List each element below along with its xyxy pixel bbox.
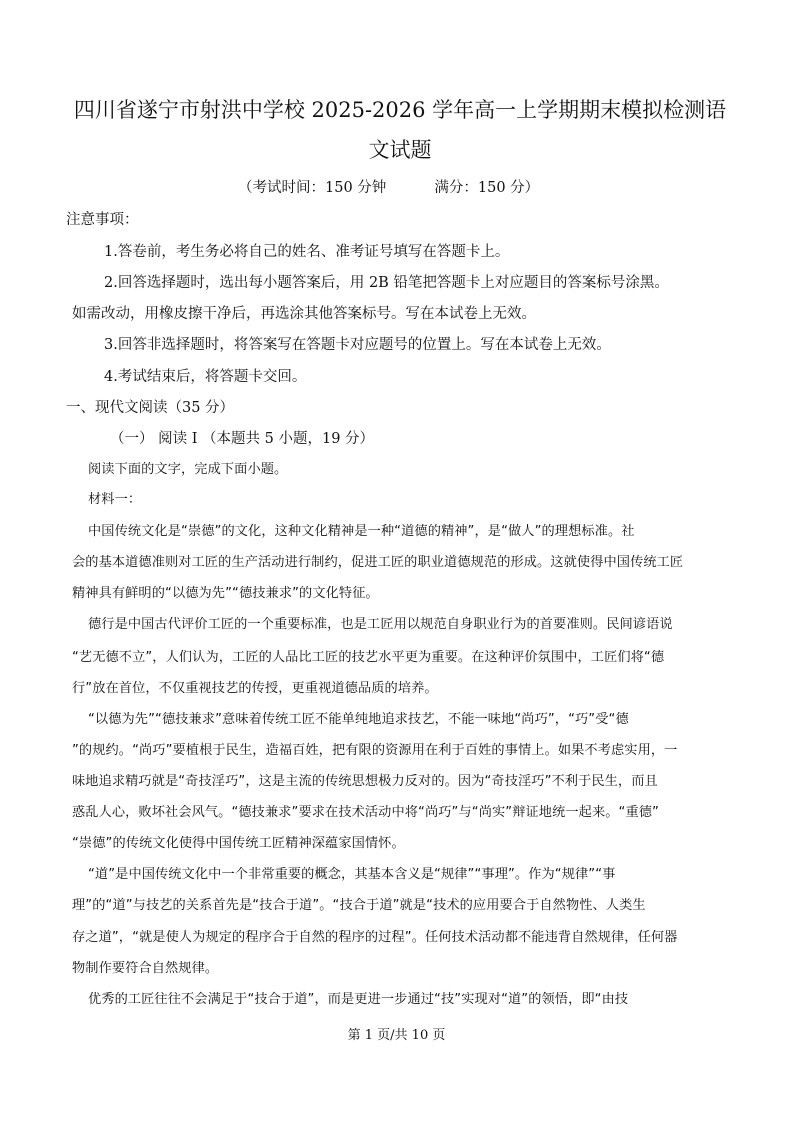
passage-line: 物制作要符合自然规律。 [72, 961, 219, 976]
passage-line: 惑乱人心，败坏社会风气。“德技兼求”要求在技术活动中将“尚巧”与“尚实”辩证地统一起来。“重德” [72, 805, 659, 820]
passage-line: “以德为先”“德技兼求”意味着传统工匠不能单纯地追求技艺，不能一味地“尚巧”，“巧”受“德 [88, 712, 629, 727]
notice-item-2: 2.回答选择题时，选出每小题答案后，用 2B 铅笔把答题卡上对应题目的答案标号涂黑。 [104, 275, 669, 291]
notice-item-1: 1.答卷前，考生务必将自己的姓名、准考证号填写在答题卡上。 [104, 244, 510, 260]
document-title-line-1: 四川省遂宁市射洪中学校 2025-2026 学年高一上学期期末模拟检测语 [73, 98, 727, 122]
notice-heading: 注意事项： [66, 212, 139, 228]
document-title-line-2: 文试题 [368, 138, 432, 162]
notice-item-3: 3.回答非选择题时，将答案写在答题卡对应题号的位置上。写在本试卷上无效。 [104, 337, 611, 353]
page-footer: 第 1 页/共 10 页 [347, 1028, 446, 1043]
section-subheading: （一） 阅读 I （本题共 5 小题，19 分） [110, 431, 375, 447]
passage-line: 行”放在首位，不仅重视技艺的传授，更重视道德品质的培养。 [72, 681, 438, 696]
passage-line: 会的基本道德准则对工匠的生产活动进行制约，促进工匠的职业道德规范的形成。这就使得中国传统工匠 [72, 555, 684, 570]
passage-line: 精神具有鲜明的“以德为先”“德技兼求”的文化特征。 [72, 586, 379, 601]
material-label: 材料一： [88, 492, 142, 507]
passage-line: “道”是中国传统文化中一个非常重要的概念，其基本含义是“规律”“事理”。作为“规律”“事 [88, 867, 616, 882]
notice-item-4: 4.考试结束后，将答题卡交回。 [104, 369, 307, 385]
reading-instruction: 阅读下面的文字，完成下面小题。 [88, 462, 288, 477]
passage-line: 味地追求精巧就是“奇技淫巧”，这是主流的传统思想极力反对的。因为“奇技淫巧”不利于民生，而且 [72, 774, 658, 789]
notice-item-2-cont: 如需改动，用橡皮擦干净后，再选涂其他答案标号。写在本试卷上无效。 [72, 306, 536, 322]
passage-line: “艺无德不立”，人们认为，工匠的人品比工匠的技艺水平更为重要。在这种评价氛围中，工匠们将“德 [72, 650, 665, 665]
passage-line: 优秀的工匠往往不会满足于“技合于道”，而是更进一步通过“技”实现对“道”的领悟，即“由技 [88, 992, 629, 1007]
passage-line: 中国传统文化是“崇德”的文化，这种文化精神是一种“道德的精神”，是“做人”的理想标准。社 [88, 524, 635, 539]
passage-line: 理”的“道”与技艺的关系首先是“技合于道”。“技合于道”就是“技术的应用要合于自然物性、人类生 [72, 898, 646, 913]
passage-line: 存之道”，“就是使人为规定的程序合于自然的程序的过程”。任何技术活动都不能违背自然规律，任何器 [72, 930, 678, 945]
section-heading: 一、现代文阅读（35 分） [66, 400, 235, 416]
passage-line: ”的规约。“尚巧”要植根于民生，造福百姓，把有限的资源用在利于百姓的事情上。如果不考虑实用，一 [72, 743, 678, 758]
passage-line: “崇德”的传统文化使得中国传统工匠精神深蕴家国情怀。 [72, 836, 405, 851]
exam-info: （考试时间：150 分钟 满分：150 分） [238, 180, 540, 196]
passage-line: 德行是中国古代评价工匠的一个重要标准，也是工匠用以规范自身职业行为的首要准则。民间谚语说 [88, 617, 673, 632]
